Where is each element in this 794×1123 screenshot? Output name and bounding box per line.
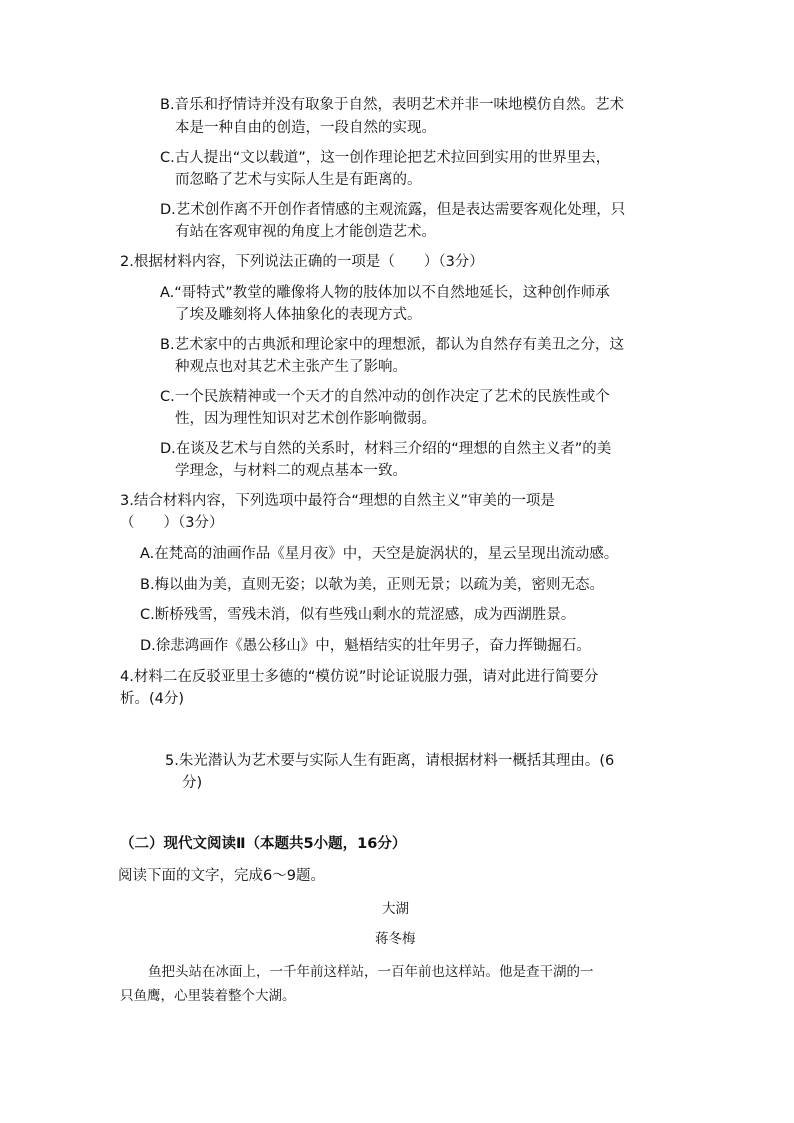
article-title: 大湖 (382, 901, 409, 917)
article-paragraph-line2: 只鱼鹰，心里装着整个大湖。 (120, 988, 296, 1004)
q2-option-c-line1: C.一个民族精神或一个天才的自然冲动的创作决定了艺术的民族性或个 (160, 389, 610, 405)
q1-option-b-line1: B.音乐和抒情诗并没有取象于自然，表明艺术并非一味地模仿自然。艺术 (160, 97, 625, 113)
q4-line2: 析。(4分) (120, 691, 185, 707)
q3-option-d: D.徐悲鸿画作《愚公移山》中，魁梧结实的壮年男子，奋力挥锄掘石。 (140, 638, 591, 654)
q3-stem-line2: （ ）（3分） (120, 515, 224, 531)
q2-option-d-line1: D.在谈及艺术与自然的关系时，材料三介绍的“理想的自然主义者”的美 (160, 441, 612, 457)
q2-option-b-line1: B.艺术家中的古典派和理论家中的理想派，都认为自然存有美丑之分，这 (160, 337, 625, 353)
q3-stem-line1: 3.结合材料内容，下列选项中最符合“理想的自然主义”审美的一项是 (120, 493, 555, 509)
article-author: 蒋冬梅 (375, 931, 416, 947)
q2-option-c-line2: 性，因为理性知识对艺术创作影响微弱。 (175, 411, 436, 427)
q2-option-a-line2: 了埃及雕刻将人体抽象化的表现方式。 (175, 307, 422, 323)
q2-stem: 2.根据材料内容，下列说法正确的一项是（ ）（3分） (120, 254, 484, 270)
q3-option-a: A.在梵高的油画作品《星月夜》中，天空是旋涡状的，星云呈现出流动感。 (140, 546, 619, 562)
q1-option-c-line2: 而忽略了艺术与实际人生是有距离的。 (175, 172, 422, 188)
q1-option-d-line1: D.艺术创作离不开创作者情感的主观流露，但是表达需要客观化处理，只 (160, 202, 626, 218)
q2-option-d-line2: 学理念，与材料二的观点基本一致。 (175, 463, 407, 479)
q4-line1: 4.材料二在反驳亚里士多德的“模仿说”时论证说服力强，请对此进行简要分 (120, 669, 599, 685)
q1-option-c-line1: C.古人提出“文以载道”，这一创作理论把艺术拉回到实用的世界里去， (160, 150, 611, 166)
q5-line1: 5.朱光潜认为艺术要与实际人生有距离，请根据材料一概括其理由。(6 (165, 753, 615, 769)
q3-option-c: C.断桥残雪，雪残未消，似有些残山剩水的荒涩感，成为西湖胜景。 (140, 607, 576, 623)
q1-option-d-line2: 有站在客观审视的角度上才能创造艺术。 (175, 224, 436, 240)
reading-instruction: 阅读下面的文字，完成6～9题。 (118, 868, 325, 884)
q2-option-a-line1: A.“哥特式”教堂的雕像将人物的肢体加以不自然地延长，这种创作师承 (160, 285, 610, 301)
section-heading: （二）现代文阅读Ⅱ（本题共5小题，16分） (120, 836, 407, 852)
q3-option-b: B.梅以曲为美，直则无姿；以欹为美，正则无景；以疏为美，密则无态。 (140, 577, 605, 593)
q1-option-b-line2: 本是一种自由的创造，一段自然的实现。 (175, 120, 436, 136)
article-paragraph-line1: 鱼把头站在冰面上，一千年前这样站，一百年前也这样站。他是查干湖的一 (148, 964, 594, 980)
q2-option-b-line2: 种观点也对其艺术主张产生了影响。 (175, 359, 407, 375)
q5-line2: 分) (182, 775, 203, 791)
